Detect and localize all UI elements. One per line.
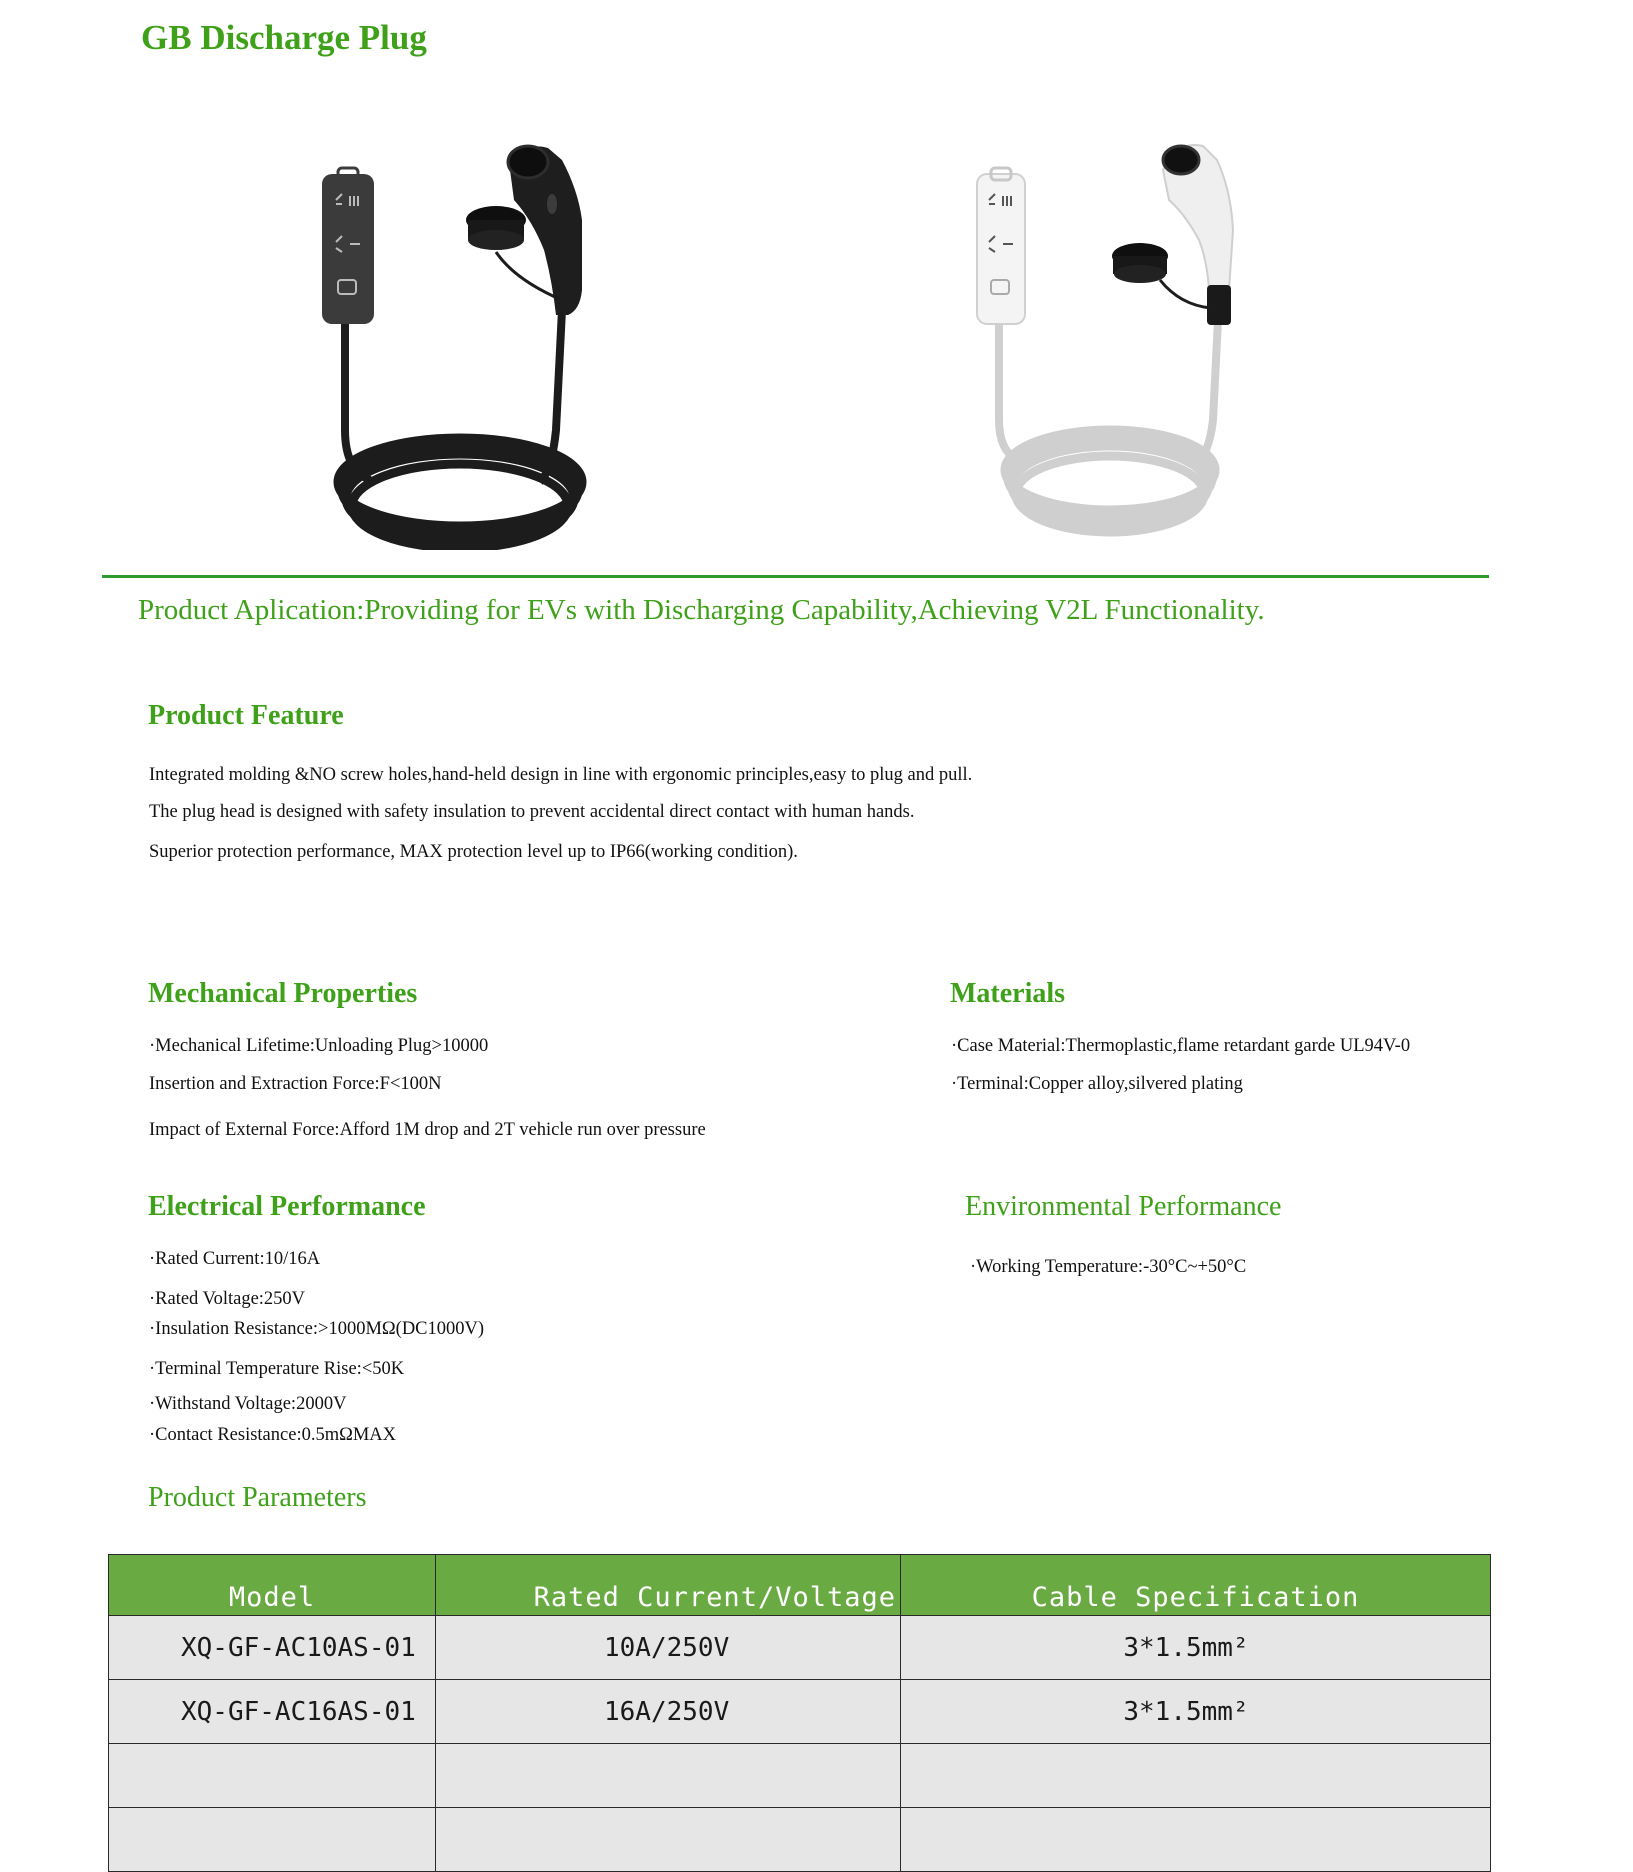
mechanical-properties-heading: Mechanical Properties (148, 978, 418, 1009)
cell-cable: 3*1.5mm² (901, 1616, 1491, 1680)
cell-cable: 3*1.5mm² (901, 1680, 1491, 1744)
product-application: Product Aplication:Providing for EVs with Discharging Capability,Achieving V2L Functionality. (138, 594, 1265, 626)
table-row (109, 1616, 1491, 1680)
cell-cable (901, 1744, 1491, 1808)
table-row (109, 1744, 1491, 1808)
white-discharge-plug-image (955, 130, 1275, 550)
mechanical-item: Insertion and Extraction Force:F<100N (149, 1074, 442, 1094)
environmental-item: ·Working Temperature:-30°C~+50°C (970, 1257, 1247, 1277)
cell-model (109, 1808, 436, 1872)
header-rated-current-voltage: Rated Current/Voltage (436, 1555, 901, 1616)
feature-item: Superior protection performance, MAX protection level up to IP66(working condition). (149, 842, 798, 862)
cell-rated: 10A/250V (436, 1616, 901, 1680)
electrical-item: ·Terminal Temperature Rise:<50K (149, 1359, 405, 1379)
table-header-row (109, 1555, 1491, 1616)
electrical-item: ·Rated Current:10/16A (149, 1249, 321, 1269)
feature-item: Integrated molding &NO screw holes,hand-held design in line with ergonomic principles,easy to plug and pull. (149, 765, 973, 785)
mechanical-item: ·Mechanical Lifetime:Unloading Plug>10000 (149, 1036, 489, 1056)
table-row (109, 1680, 1491, 1744)
environmental-performance-heading: Environmental Performance (965, 1191, 1282, 1222)
electrical-item: ·Insulation Resistance:>1000MΩ(DC1000V) (149, 1319, 485, 1339)
electrical-performance-heading: Electrical Performance (148, 1191, 426, 1222)
materials-item: ·Case Material:Thermoplastic,flame retardant garde UL94V-0 (951, 1036, 1411, 1056)
black-discharge-plug-image (300, 130, 620, 550)
electrical-item: ·Withstand Voltage:2000V (149, 1394, 347, 1414)
product-parameters-heading: Product Parameters (148, 1482, 367, 1513)
mechanical-item: Impact of External Force:Afford 1M drop and 2T vehicle run over pressure (149, 1120, 706, 1140)
socket-box (322, 174, 374, 324)
product-feature-heading: Product Feature (148, 700, 344, 731)
header-model: Model (109, 1555, 436, 1616)
cell-rated: 16A/250V (436, 1680, 901, 1744)
cell-cable (901, 1808, 1491, 1872)
cell-model (109, 1744, 436, 1808)
product-parameters-table (108, 1554, 1491, 1872)
cell-rated (436, 1808, 901, 1872)
cell-rated (436, 1744, 901, 1808)
materials-heading: Materials (950, 978, 1066, 1009)
section-divider (102, 575, 1489, 578)
page-title: GB Discharge Plug (141, 18, 427, 57)
feature-item: The plug head is designed with safety insulation to prevent accidental direct contact with human hands. (149, 802, 915, 822)
electrical-item: ·Rated Voltage:250V (149, 1289, 306, 1309)
materials-item: ·Terminal:Copper alloy,silvered plating (951, 1074, 1243, 1094)
table-row (109, 1808, 1491, 1872)
electrical-item: ·Contact Resistance:0.5mΩMAX (149, 1425, 397, 1445)
cell-model: XQ-GF-AC10AS-01 (109, 1616, 436, 1680)
header-cable-specification: Cable Specification (901, 1555, 1491, 1616)
cell-model: XQ-GF-AC16AS-01 (109, 1680, 436, 1744)
